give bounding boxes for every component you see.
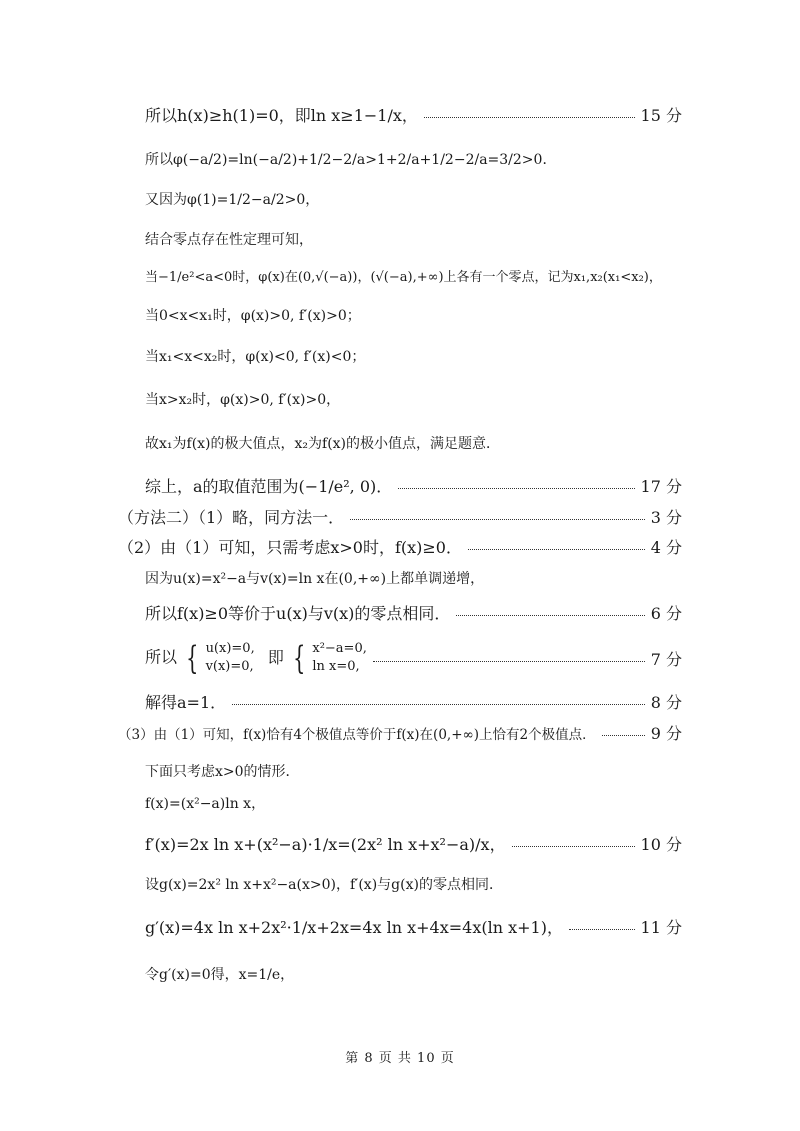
line-12-text: （2）由（1）可知，只需考虑x>0时，f(x)≥0． <box>118 538 462 557</box>
dot-leader <box>602 735 645 736</box>
line-14 <box>145 601 682 624</box>
line-19: f(x)=(x²−a)ln x， <box>145 796 266 812</box>
dot-leader <box>232 704 645 705</box>
line-16-text: 解得a=1． <box>145 693 227 712</box>
line-1-text: 所以h(x)≥h(1)=0，即ln x≥1−1/x， <box>145 106 418 125</box>
dot-leader <box>398 488 634 489</box>
line-6: 当0<x<x₁时，φ(x)>0, f′(x)>0； <box>145 308 361 324</box>
dot-leader <box>373 661 645 662</box>
line-14-score: 6 分 <box>650 604 682 623</box>
system-right <box>312 640 366 676</box>
line-8: 当x>x₂时，φ(x)>0, f′(x)>0， <box>145 392 341 408</box>
line-20 <box>145 832 682 855</box>
system-mid-label: 即 <box>267 647 284 667</box>
line-17 <box>118 721 682 744</box>
line-9: 故x₁为f(x)的极大值点，x₂为f(x)的极小值点，满足题意． <box>145 436 501 452</box>
line-15-score: 7 分 <box>650 649 682 669</box>
line-20-text: f′(x)=2x ln x+(x²−a)·1/x=(2x² ln x+x²−a)/x， <box>145 835 506 854</box>
dot-leader <box>569 929 635 930</box>
line-1-score: 15 分 <box>640 106 682 125</box>
line-7: 当x₁<x<x₂时，φ(x)<0, f′(x)<0； <box>145 349 366 365</box>
line-17-text: （3）由（1）可知，f(x)恰有4个极值点等价于f(x)在(0,+∞)上恰有2个极值点． <box>118 726 596 743</box>
system-right-eq1: x²−a=0, <box>312 641 367 656</box>
line-12-score: 4 分 <box>650 538 682 557</box>
line-14-text: 所以f(x)≥0等价于u(x)与v(x)的零点相同． <box>145 604 451 623</box>
line-22 <box>145 915 682 938</box>
line-23: 令g′(x)=0得，x=1/e， <box>145 967 295 983</box>
line-11-text: （方法二）（1）略，同方法一． <box>118 508 345 527</box>
dot-leader <box>468 549 645 550</box>
line-1 <box>145 103 682 126</box>
line-21: 设g(x)=2x² ln x+x²−a(x>0)，f′(x)与g(x)的零点相同． <box>145 877 503 893</box>
system-left-eq2: v(x)=0, <box>205 659 254 674</box>
line-18: 下面只考虑x>0的情形． <box>145 764 300 780</box>
system-right-eq2: ln x=0, <box>312 659 360 674</box>
line-3: 又因为φ(1)=1/2−a/2>0， <box>145 192 320 208</box>
line-15-text <box>145 640 367 676</box>
dot-leader <box>456 615 644 616</box>
line-13: 因为u(x)=x²−a与v(x)=ln x在(0,+∞)上都单调递增， <box>145 571 485 587</box>
page-footer: 第 8 页 共 10 页 <box>345 1051 455 1066</box>
line-15 <box>145 636 682 680</box>
line-16-score: 8 分 <box>650 693 682 712</box>
line-2: 所以φ(−a/2)=ln(−a/2)+1/2−2/a>1+2/a+1/2−2/a=3/2>0． <box>145 152 557 168</box>
line-22-score: 11 分 <box>640 918 682 937</box>
line-22-text: g′(x)=4x ln x+2x²·1/x+2x=4x ln x+4x=4x(ln x+1)， <box>145 918 563 937</box>
line-5: 当−1/e²<a<0时，φ(x)在(0,√(−a))，(√(−a),+∞)上各有一个零点，记为x₁,x₂(x₁<x₂)， <box>145 270 662 285</box>
line-16 <box>145 690 682 713</box>
so-label: 所以 <box>145 647 178 667</box>
line-12 <box>118 535 682 558</box>
line-4: 结合零点存在性定理可知， <box>145 232 313 248</box>
right-brace: { <box>292 639 306 677</box>
line-10 <box>145 474 682 497</box>
line-17-score: 9 分 <box>650 724 682 743</box>
line-10-score: 17 分 <box>640 477 682 496</box>
dot-leader <box>350 519 645 520</box>
system-left-eq1: u(x)=0, <box>205 641 255 656</box>
line-11 <box>118 505 682 528</box>
left-brace: { <box>186 639 199 677</box>
line-20-score: 10 分 <box>640 835 682 854</box>
dot-leader <box>512 846 635 847</box>
line-10-text: 综上，a的取值范围为(−1/e², 0)． <box>145 477 393 496</box>
dot-leader <box>424 117 635 118</box>
line-11-score: 3 分 <box>650 508 682 527</box>
system-left <box>206 640 255 676</box>
